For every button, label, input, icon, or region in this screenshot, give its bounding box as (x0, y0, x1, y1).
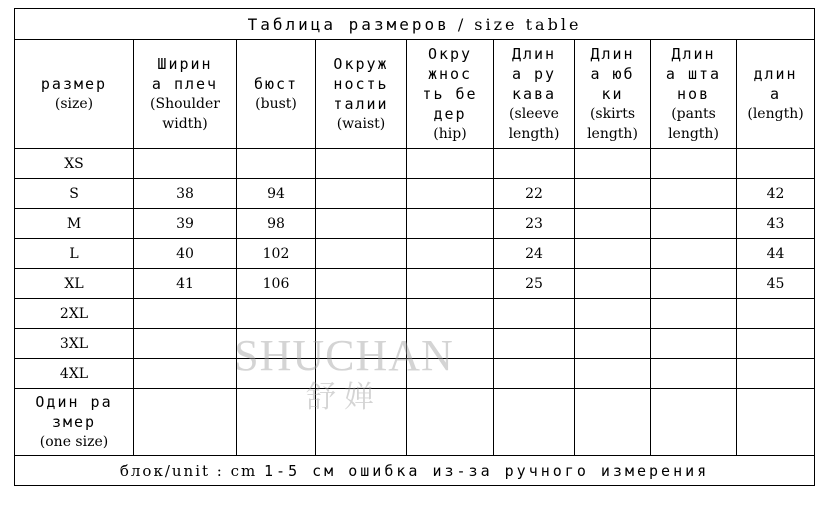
measurement-cell: 45 (737, 269, 815, 299)
table-row (15, 149, 815, 179)
footer-cell (15, 456, 815, 486)
measurement-cell (651, 149, 737, 179)
measurement-cell: 41 (134, 269, 237, 299)
measurement-cell (651, 269, 737, 299)
measurement-cell (134, 149, 237, 179)
measurement-cell (575, 389, 651, 456)
measurement-cell (737, 359, 815, 389)
measurement-cell: 23 (494, 209, 575, 239)
column-header (316, 40, 407, 149)
watermark-text: SHUCHAN (234, 331, 454, 380)
measurement-cell (575, 179, 651, 209)
measurement-cell (407, 299, 494, 329)
column-header-en: (skirts length) (587, 106, 638, 142)
table-row (15, 329, 815, 359)
measurement-cell (737, 329, 815, 359)
measurement-cell (316, 179, 407, 209)
table-title-separator: / (449, 14, 475, 34)
one-size-label-cell (15, 389, 134, 456)
measurement-cell (316, 269, 407, 299)
size-label-cell: L (15, 239, 134, 269)
column-header (407, 40, 494, 149)
measurement-note: 1-5 см ошибка из-за ручного измерения (264, 461, 710, 480)
measurement-cell: 38 (134, 179, 237, 209)
measurement-cell (237, 299, 316, 329)
measurement-cell (316, 329, 407, 359)
measurement-cell (575, 239, 651, 269)
column-header-ru: бюст (253, 75, 299, 93)
size-label-cell: M (15, 209, 134, 239)
measurement-cell (651, 359, 737, 389)
measurement-cell: 25 (494, 269, 575, 299)
measurement-cell: 22 (494, 179, 575, 209)
measurement-cell (237, 359, 316, 389)
measurement-cell (575, 209, 651, 239)
column-header-ru: размер (40, 75, 108, 93)
measurement-cell (407, 269, 494, 299)
column-header-en: (sleeve length) (508, 106, 560, 142)
table-row (15, 239, 815, 269)
measurement-cell: 24 (494, 239, 575, 269)
measurement-cell (407, 239, 494, 269)
measurement-cell (134, 389, 237, 456)
table-row (15, 179, 815, 209)
measurement-cell (737, 299, 815, 329)
table-row (15, 359, 815, 389)
measurement-cell: 106 (237, 269, 316, 299)
table-title (15, 9, 815, 40)
column-header-ru: Длин а ру кава (511, 45, 557, 103)
column-header-en: (bust) (255, 96, 297, 112)
size-label-cell: XS (15, 149, 134, 179)
measurement-cell (737, 149, 815, 179)
unit-label: блок/unit : cm (119, 461, 258, 480)
measurement-cell (575, 269, 651, 299)
measurement-cell (237, 389, 316, 456)
header-row (15, 40, 815, 149)
column-header (237, 40, 316, 149)
measurement-cell (407, 179, 494, 209)
measurement-cell (494, 149, 575, 179)
table-title-en: size table (474, 14, 582, 34)
column-header-en: (length) (747, 106, 804, 122)
measurement-cell (407, 359, 494, 389)
measurement-cell (575, 329, 651, 359)
column-header-ru: Окру жнос ть бе дер (422, 45, 478, 123)
measurement-cell (651, 179, 737, 209)
measurement-cell (316, 389, 407, 456)
measurement-cell (651, 209, 737, 239)
measurement-cell (575, 299, 651, 329)
measurement-cell (575, 149, 651, 179)
measurement-cell (494, 359, 575, 389)
measurement-cell: 39 (134, 209, 237, 239)
measurement-cell (316, 209, 407, 239)
measurement-cell: 43 (737, 209, 815, 239)
column-header-ru: длин а (753, 65, 798, 103)
one-size-row (15, 389, 815, 456)
column-header (494, 40, 575, 149)
measurement-cell (651, 239, 737, 269)
measurement-cell (407, 209, 494, 239)
measurement-cell (651, 329, 737, 359)
size-label-cell: XL (15, 269, 134, 299)
measurement-cell (407, 149, 494, 179)
column-header-en: (pants length) (668, 106, 719, 142)
one-size-en: (one size) (39, 434, 109, 450)
table-row (15, 209, 815, 239)
measurement-cell: 44 (737, 239, 815, 269)
measurement-cell (494, 329, 575, 359)
measurement-cell: 102 (237, 239, 316, 269)
measurement-cell (651, 299, 737, 329)
measurement-cell (737, 389, 815, 456)
column-header-ru: Длин а юб ки (590, 45, 635, 103)
measurement-cell (134, 299, 237, 329)
column-header (737, 40, 815, 149)
footer-row (15, 456, 815, 486)
measurement-cell (651, 389, 737, 456)
measurement-cell: 42 (737, 179, 815, 209)
column-header (15, 40, 134, 149)
size-label-cell: S (15, 179, 134, 209)
measurement-cell (316, 149, 407, 179)
column-header-en: (waist) (336, 116, 386, 132)
size-label-cell: 2XL (15, 299, 134, 329)
measurement-cell (407, 389, 494, 456)
measurement-cell (494, 389, 575, 456)
column-header-en: (hip) (433, 126, 467, 142)
measurement-cell: 40 (134, 239, 237, 269)
column-header-en: (Shoulder width) (150, 96, 220, 132)
measurement-cell (316, 359, 407, 389)
measurement-cell (407, 329, 494, 359)
measurement-cell (134, 329, 237, 359)
measurement-cell (237, 149, 316, 179)
measurement-cell (575, 359, 651, 389)
one-size-ru: Один ра змер (35, 393, 113, 431)
table-row (15, 299, 815, 329)
size-table (14, 8, 815, 486)
measurement-cell (237, 329, 316, 359)
size-label-cell: 4XL (15, 359, 134, 389)
table-row (15, 269, 815, 299)
measurement-cell: 98 (237, 209, 316, 239)
table-title-ru: Таблица размеров (247, 14, 450, 34)
measurement-cell: 94 (237, 179, 316, 209)
column-header-ru: Длин а шта нов (665, 45, 722, 103)
watermark-chinese: 舒婵 (306, 380, 382, 415)
column-header-ru: Ширин а плеч (151, 55, 219, 93)
column-header (651, 40, 737, 149)
column-header (134, 40, 237, 149)
size-table-frame (14, 8, 814, 500)
column-header-en: (size) (54, 96, 94, 112)
measurement-cell (494, 299, 575, 329)
column-header (575, 40, 651, 149)
column-header-ru: Окруж ность талии (333, 55, 389, 113)
measurement-cell (316, 239, 407, 269)
measurement-cell (316, 299, 407, 329)
size-label-cell: 3XL (15, 329, 134, 359)
measurement-cell (134, 359, 237, 389)
